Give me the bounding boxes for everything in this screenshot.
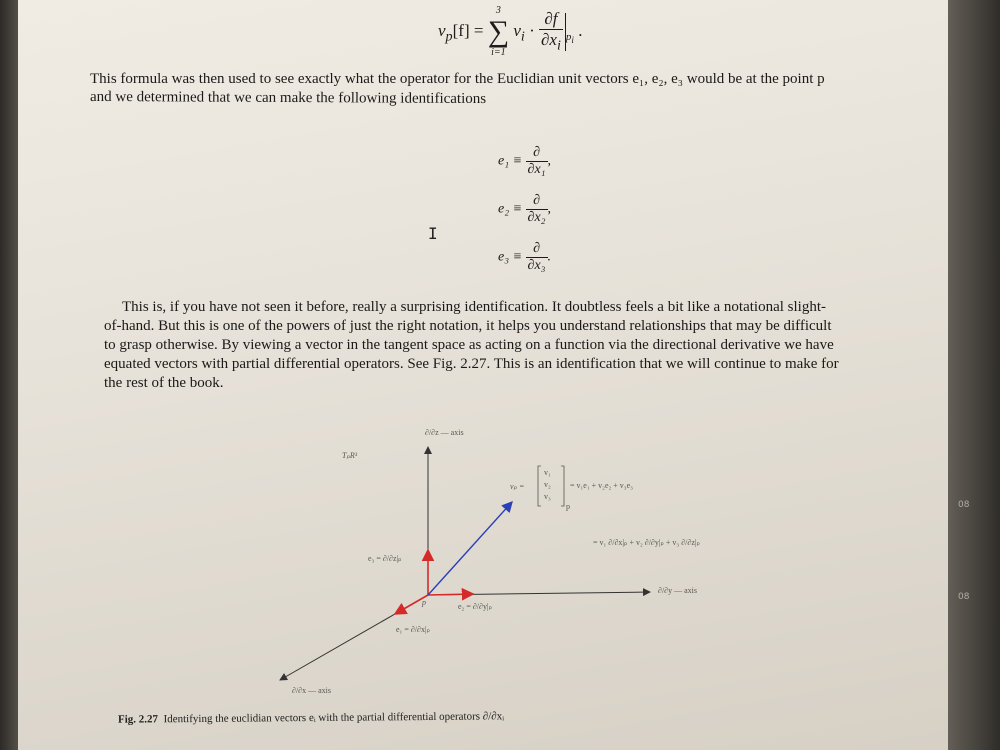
- identification-lhs: e₂ ≡: [498, 201, 523, 217]
- evaluation-sub: p: [565, 31, 572, 44]
- identification-trail: ,: [547, 153, 552, 169]
- monitor-bezel-right: [940, 0, 1000, 750]
- sum-lower: i=1: [491, 47, 506, 58]
- formula-trail: .: [578, 20, 583, 40]
- formula-term: v: [513, 20, 521, 40]
- vector-entry-2: v₂: [544, 480, 551, 489]
- formula-dot: ·: [529, 20, 535, 40]
- evaluation-sub-sub: i: [571, 35, 574, 46]
- x-axis-label: ∂/∂x — axis: [292, 686, 332, 695]
- e1-label: e₁ = ∂/∂x|ₚ: [396, 625, 431, 634]
- vector-sub: p: [566, 502, 570, 511]
- paragraph-2-line-1: This is, if you have not seen it before, really a surprising identification. It doubtless feels a bit like a notational slight-: [122, 299, 826, 315]
- formula-lhs-sub: p: [445, 28, 453, 45]
- vp-vector: [428, 502, 512, 595]
- e3-label: e₃ = ∂/∂z|ₚ: [368, 554, 402, 563]
- vp-sum: = v₁e₁ + v₂e₂ + v₃e₃: [570, 481, 633, 490]
- paragraph-2-line-5: the rest of the book.: [104, 375, 224, 391]
- z-axis-label: ∂/∂z — axis: [425, 428, 464, 437]
- y-axis-label: ∂/∂y — axis: [658, 586, 698, 595]
- identification-trail: ,: [547, 201, 552, 217]
- text-cursor-icon: I: [428, 224, 438, 243]
- vp-partial-sum: = v₁ ∂/∂x|ₚ + v₂ ∂/∂y|ₚ + v₃ ∂/∂z|ₚ: [593, 538, 700, 547]
- identification-num: ∂: [526, 241, 548, 258]
- identification-den: ∂x₃: [527, 258, 546, 273]
- identification-trail: .: [547, 249, 552, 265]
- formula-term-sub: i: [520, 28, 525, 45]
- bezel-number: 08: [958, 500, 970, 510]
- vector-entry-3: v₃: [544, 492, 551, 501]
- identification-num: ∂: [526, 145, 548, 162]
- e2-label: e₂ = ∂/∂y|ₚ: [458, 602, 493, 611]
- document-page: [18, 0, 948, 750]
- fraction-denominator: ∂x: [541, 30, 557, 50]
- point-label: p: [422, 598, 426, 607]
- vector-bracket-right: [561, 466, 564, 506]
- vector-bracket-left: [538, 466, 541, 506]
- paragraph-1-line-2: and we determined that we can make the following identifications: [89, 88, 487, 108]
- caption-text: Identifying the euclidian vectors eᵢ with the partial differential operators ∂/∂xᵢ: [163, 710, 505, 726]
- paragraph-2-line-3: to grasp otherwise. By viewing a vector in the tangent space as acting on a function via the directional derivative we have: [104, 337, 834, 353]
- fraction-numerator: ∂f: [539, 9, 563, 30]
- identification-num: ∂: [526, 193, 548, 210]
- paragraph-1-line-1: This formula was then used to see exactly what the operator for the Euclidian unit vectors e₁, e₂, e₃ would be at the point p: [90, 71, 825, 87]
- sum-symbol: 3 ∑ i=1: [487, 5, 510, 58]
- vector-entry-1: v₁: [544, 468, 551, 477]
- monitor-bezel-left: [0, 0, 20, 750]
- paragraph-2-line-2: of-hand. But this is one of the powers of just the right notation, it helps you understand relationships that may be difficult: [104, 318, 832, 334]
- tangent-space-label: TₚR³: [342, 451, 358, 460]
- formula-lhs: v: [438, 20, 446, 40]
- identification-lhs: e₃ ≡: [498, 249, 523, 265]
- bezel-number: 08: [958, 592, 970, 602]
- vp-label: vₚ =: [510, 482, 525, 491]
- identification-den: ∂x₂: [527, 210, 546, 225]
- e2-basis-vector: [428, 594, 473, 595]
- fraction-denominator-sub: i: [556, 37, 561, 54]
- formula-lhs-arg: [f] =: [452, 20, 484, 40]
- identification-den: ∂x₁: [527, 162, 546, 177]
- caption-label: Fig. 2.27: [117, 713, 159, 726]
- identification-lhs: e₁ ≡: [498, 153, 523, 169]
- figure-diagram: [18, 0, 948, 750]
- paragraph-2-line-4: equated vectors with partial differential operators. See Fig. 2.27. This is an identification that we will continue to make for: [104, 356, 839, 372]
- sum-upper: 3: [495, 5, 501, 16]
